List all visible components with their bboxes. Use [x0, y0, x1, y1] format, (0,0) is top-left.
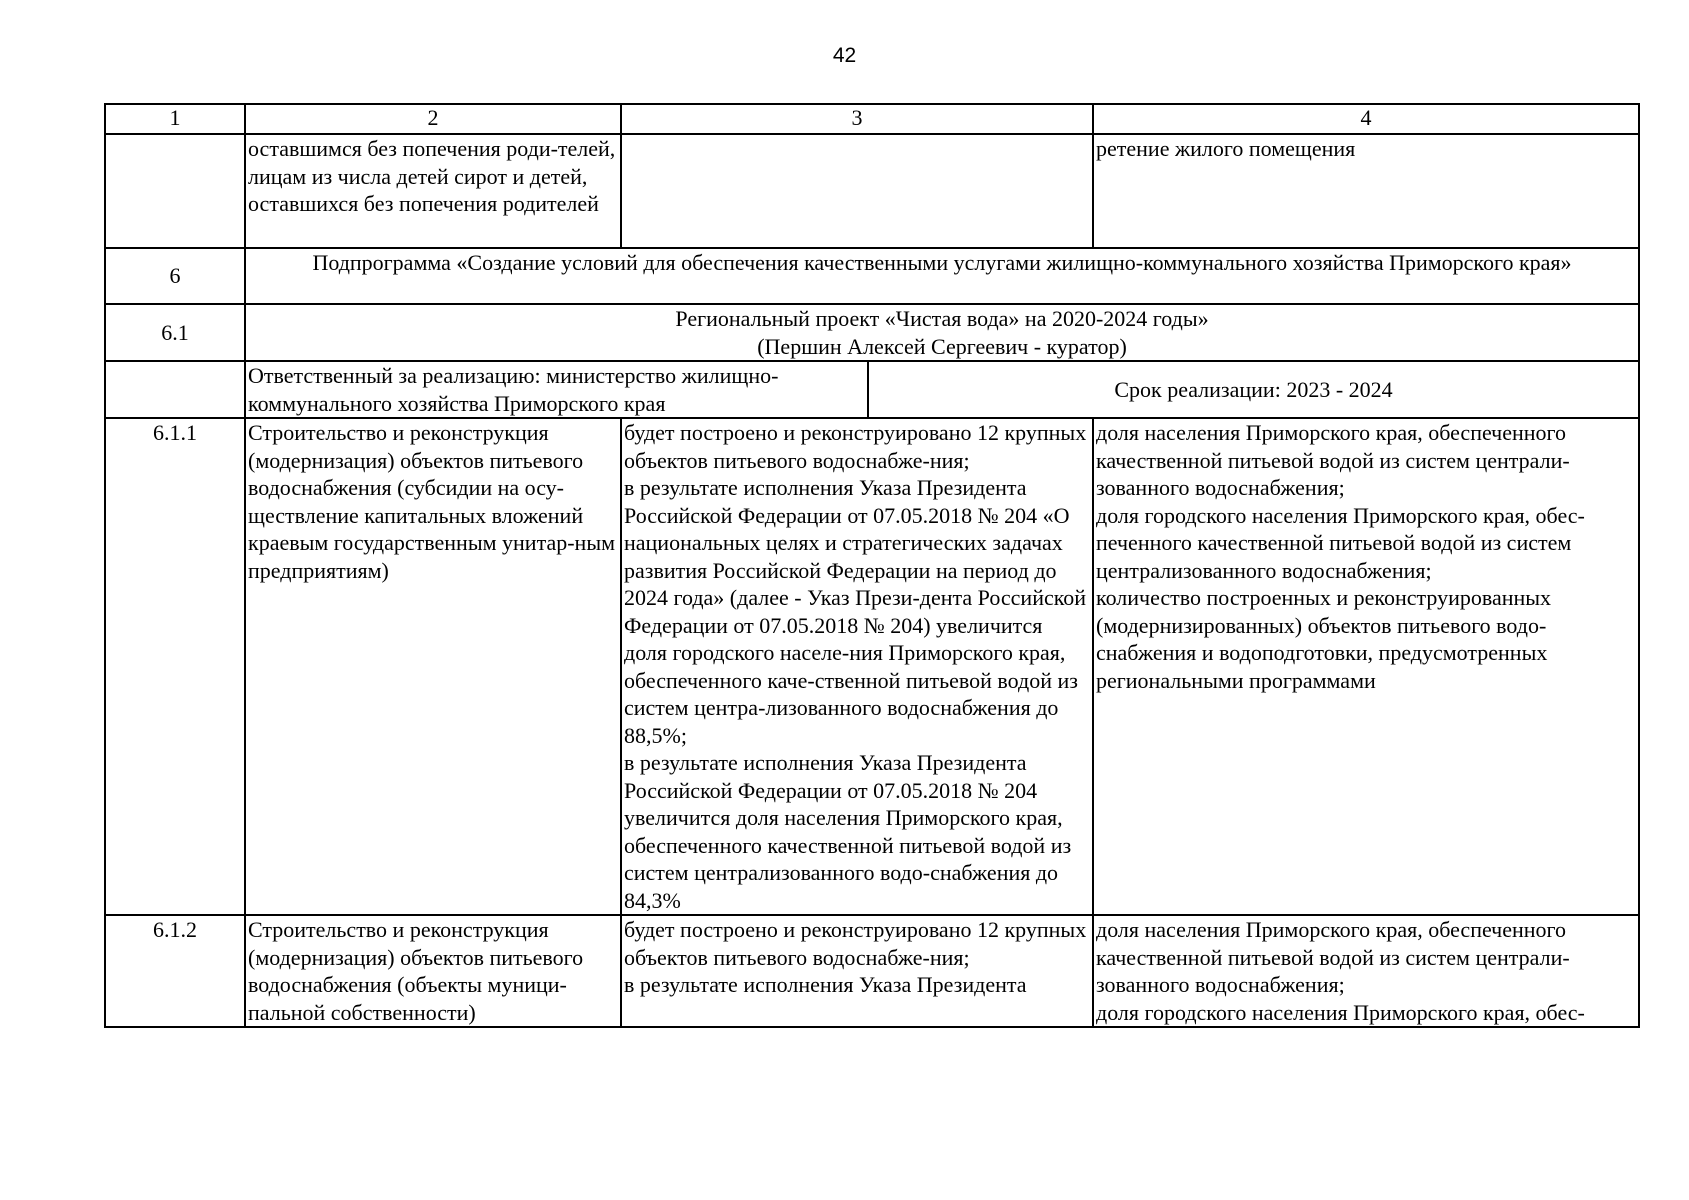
table-row — [105, 418, 1639, 915]
event-name-cell: Строительство и реконструкция (модернизация) объектов питьевого водоснабжения (субсидии на осу-ществление капитальных вложений краевым государственным унитар-ным предприятиям) — [245, 418, 621, 915]
table-row — [105, 915, 1639, 1027]
result-paragraph: будет построено и реконструировано 12 крупных объектов питьевого водоснабже-ния; — [624, 917, 1087, 970]
page-number: 42 — [832, 44, 857, 67]
row-number: 6.1 — [105, 304, 245, 361]
project-row — [105, 304, 1639, 361]
indicator-paragraph: доля городского населения Приморского края, обес- — [1096, 999, 1585, 1025]
event-name-cell: Строительство и реконструкция (модернизация) объектов питьевого водоснабжения (объекты муници-пальной собственности) — [245, 915, 621, 1027]
program-table — [104, 103, 1640, 1028]
subprogram-title: Подпрограмма «Создание условий для обеспечения качественными услугами жилищно-коммунального хозяйства Приморского края» — [245, 248, 1639, 304]
header-col-1: 1 — [105, 104, 245, 134]
responsible-row — [105, 361, 1639, 418]
table-header-row — [105, 104, 1639, 134]
indicator-cell — [1093, 418, 1639, 915]
expected-result-cell — [621, 915, 1093, 1027]
indicator-cell — [1093, 915, 1639, 1027]
header-col-4: 4 — [1093, 104, 1639, 134]
row-number — [105, 361, 245, 418]
table-row — [105, 134, 1639, 248]
row-number: 6 — [105, 248, 245, 304]
project-curator: (Першин Алексей Сергеевич - куратор) — [757, 333, 1127, 359]
project-title: Региональный проект «Чистая вода» на 2020-2024 годы» — [675, 306, 1209, 331]
indicator-paragraph: доля населения Приморского края, обеспеченного качественной питьевой водой из систем централи-зованного водоснабжения; — [1096, 420, 1570, 500]
implementation-term: Срок реализации: 2023 - 2024 — [868, 362, 1638, 417]
result-paragraph: в результате исполнения Указа Президента Российской Федерации от 07.05.2018 № 204 «О национальных целях и стратегических задачах развития Российской Федерации на период до 2024 года» (далее - Указ Прези-дента Российской Федерации от 07.05.2018 № 204) увеличится доля городского населе-ния Приморского края, обеспеченного каче-ственной питьевой водой из систем центра-лизованного водоснабжения до 88,5%; — [624, 475, 1087, 748]
indicator-paragraph: количество построенных и реконструированных (модернизированных) объектов питьевого водо-снабжения и водоподготовки, предусмотренных региональными программами — [1096, 585, 1552, 693]
row-number: 6.1.1 — [105, 418, 245, 915]
responsible-cell — [245, 361, 1639, 418]
header-col-3: 3 — [621, 104, 1093, 134]
expected-result-cell — [621, 418, 1093, 915]
indicator-paragraph: доля населения Приморского края, обеспеченного качественной питьевой водой из систем централи-зованного водоснабжения; — [1096, 917, 1570, 997]
event-name-cell: оставшимся без попечения роди-телей, лицам из числа детей сирот и детей, оставшихся без попечения родителей — [245, 134, 621, 248]
responsible-executor: Ответственный за реализацию: министерство жилищно-коммунального хозяйства Приморского края — [248, 363, 779, 416]
result-paragraph: в результате исполнения Указа Президента — [624, 972, 1027, 997]
result-paragraph: в результате исполнения Указа Президента Российской Федерации от 07.05.2018 № 204 увеличится доля населения Приморского края, обеспеченного качественной питьевой водой из систем централизованного водо-снабжения до 84,3% — [624, 750, 1072, 913]
project-title-cell — [245, 304, 1639, 361]
row-number — [105, 134, 245, 248]
indicator-paragraph: доля городского населения Приморского края, обес-печенного качественной питьевой водой из систем централизованного водоснабжения; — [1096, 502, 1585, 583]
expected-result-cell — [621, 134, 1093, 248]
indicator-cell: ретение жилого помещения — [1093, 134, 1639, 248]
result-paragraph: будет построено и реконструировано 12 крупных объектов питьевого водоснабже-ния; — [624, 420, 1087, 473]
row-number: 6.1.2 — [105, 915, 245, 1027]
subprogram-row — [105, 248, 1639, 304]
header-col-2: 2 — [245, 104, 621, 134]
